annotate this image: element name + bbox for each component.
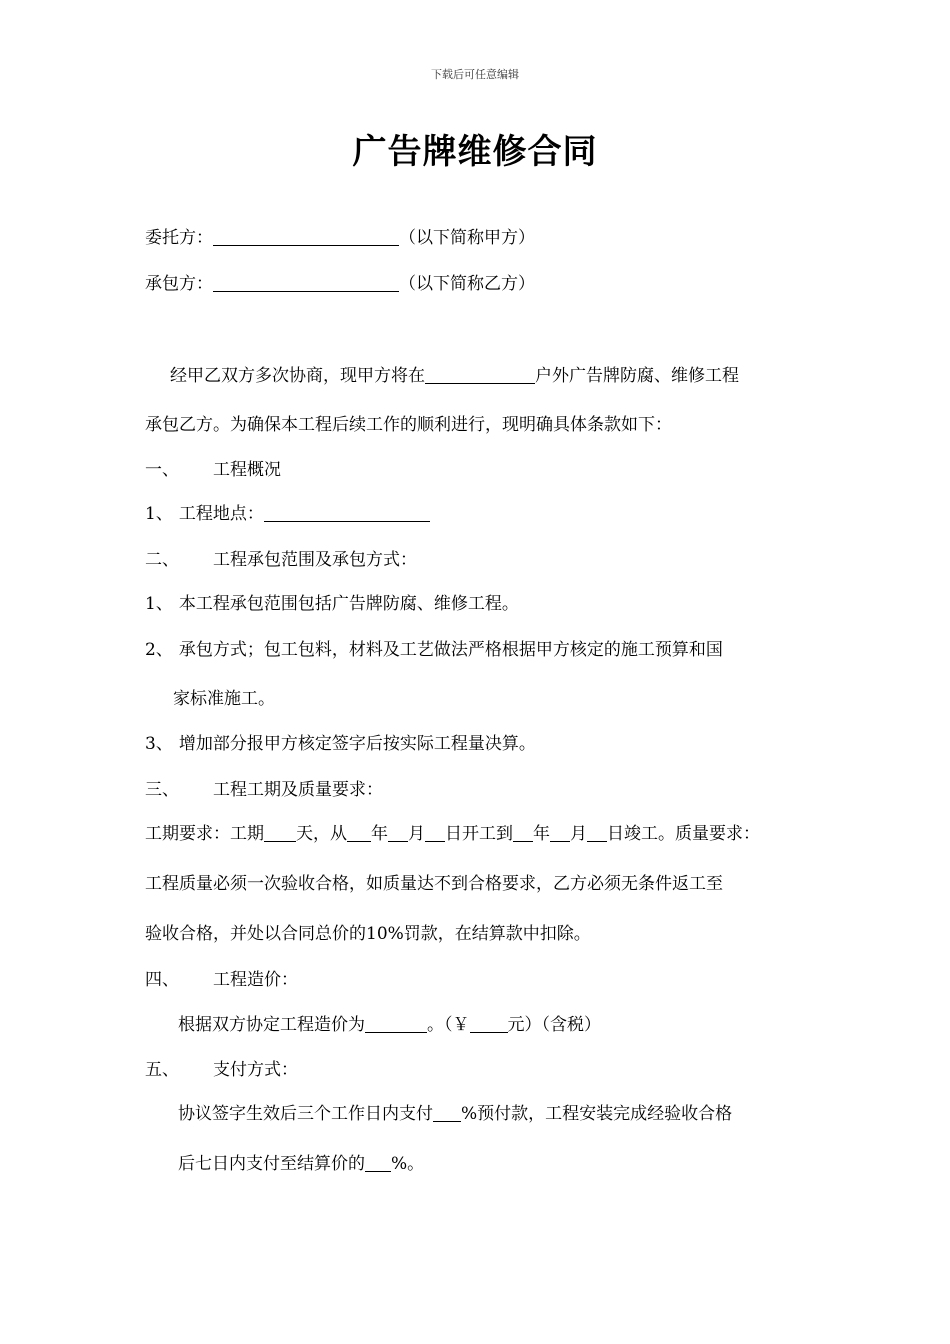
contractor-note: （以下简称乙方） [399,274,535,294]
end-month-blank[interactable] [550,823,570,842]
intro-part-2: 户外广告牌防腐、维修工程 [535,366,739,386]
contract-price-blank[interactable] [365,1014,427,1033]
section-number: 二、 [145,550,179,570]
schedule-text: 天，从 [296,824,347,844]
schedule-line-2: 工程质量必须一次验收合格，如质量达不到合格要求，乙方必须无条件返工至 [145,874,723,894]
schedule-text: 工期要求：工期 [145,824,264,844]
item-text: 本工程承包范围包括广告牌防腐、维修工程。 [178,594,519,614]
price-amount-blank[interactable] [470,1014,508,1033]
schedule-text: 年 [371,824,388,844]
section-title: 工程承包范围及承包方式： [213,550,417,570]
payment-line-1 [178,1102,732,1126]
schedule-text: 月 [570,824,587,844]
item-2-2-continuation: 家标准施工。 [173,689,275,709]
start-month-blank[interactable] [388,823,408,842]
price-line [178,1013,601,1037]
section-title: 工程概况 [213,460,281,480]
item-number: 2、 [145,640,173,660]
section-title: 工程工期及质量要求： [213,780,383,800]
payment-text: 协议签字生效后三个工作日内支付 [178,1104,433,1124]
item-1-1 [145,502,430,526]
section-title: 工程造价： [213,970,298,990]
client-line [145,226,535,250]
location-blank[interactable] [425,365,535,384]
end-day-blank[interactable] [587,823,607,842]
item-2-1 [145,592,519,616]
end-year-blank[interactable] [513,823,533,842]
section-number: 一、 [145,460,179,480]
item-2-3 [145,732,536,756]
item-text: 增加部分报甲方核定签字后按实际工程量决算。 [178,734,536,754]
price-text: 根据双方协定工程造价为 [178,1015,365,1035]
schedule-line-1 [145,822,760,846]
section-number: 五、 [145,1060,179,1080]
schedule-text: 年 [533,824,550,844]
item-number: 3、 [145,734,173,754]
client-name-blank[interactable] [213,227,399,246]
section-5-heading [145,1058,298,1082]
intro-line-2: 承包乙方。为确保本工程后续工作的顺利进行，现明确具体条款如下： [145,415,672,435]
client-note: （以下简称甲方） [399,228,535,248]
section-number: 四、 [145,970,179,990]
price-text: 元）（含税） [507,1015,601,1035]
prepayment-percent-blank[interactable] [433,1103,461,1122]
schedule-line-3: 验收合格，并处以合同总价的10%罚款，在结算款中扣除。 [145,924,591,944]
item-number: 1、 [145,594,173,614]
start-day-blank[interactable] [425,823,445,842]
section-4-heading [145,968,298,992]
payment-text: %预付款，工程安装完成经验收合格 [461,1104,733,1124]
contractor-name-blank[interactable] [213,273,399,292]
header-note: 下载后可任意编辑 [431,68,519,81]
client-label: 委托方： [145,228,213,248]
section-1-heading [145,458,281,482]
contractor-label: 承包方： [145,274,213,294]
section-3-heading [145,778,383,802]
payment-text: 后七日内支付至结算价的 [178,1154,365,1174]
payment-line-2 [178,1152,424,1176]
section-number: 三、 [145,780,179,800]
schedule-text: 日竣工。质量要求： [607,824,760,844]
item-2-2 [145,638,723,662]
schedule-text: 月 [408,824,425,844]
project-location-blank[interactable] [264,503,430,522]
payment-text: %。 [391,1154,425,1174]
section-title: 支付方式： [213,1060,298,1080]
start-year-blank[interactable] [347,823,371,842]
item-text: 承包方式；包工包料，材料及工艺做法严格根据甲方核定的施工预算和国 [178,640,723,660]
price-text: 。（￥ [427,1015,470,1035]
schedule-text: 日开工到 [445,824,513,844]
duration-days-blank[interactable] [264,823,296,842]
settlement-percent-blank[interactable] [365,1153,391,1172]
section-2-heading [145,548,417,572]
contractor-line [145,272,535,296]
document-title: 广告牌维修合同 [352,132,598,172]
intro-part-1: 经甲乙双方多次协商，现甲方将在 [170,366,425,386]
intro-line-1 [170,364,739,388]
item-text: 工程地点： [178,504,264,524]
item-number: 1、 [145,504,173,524]
